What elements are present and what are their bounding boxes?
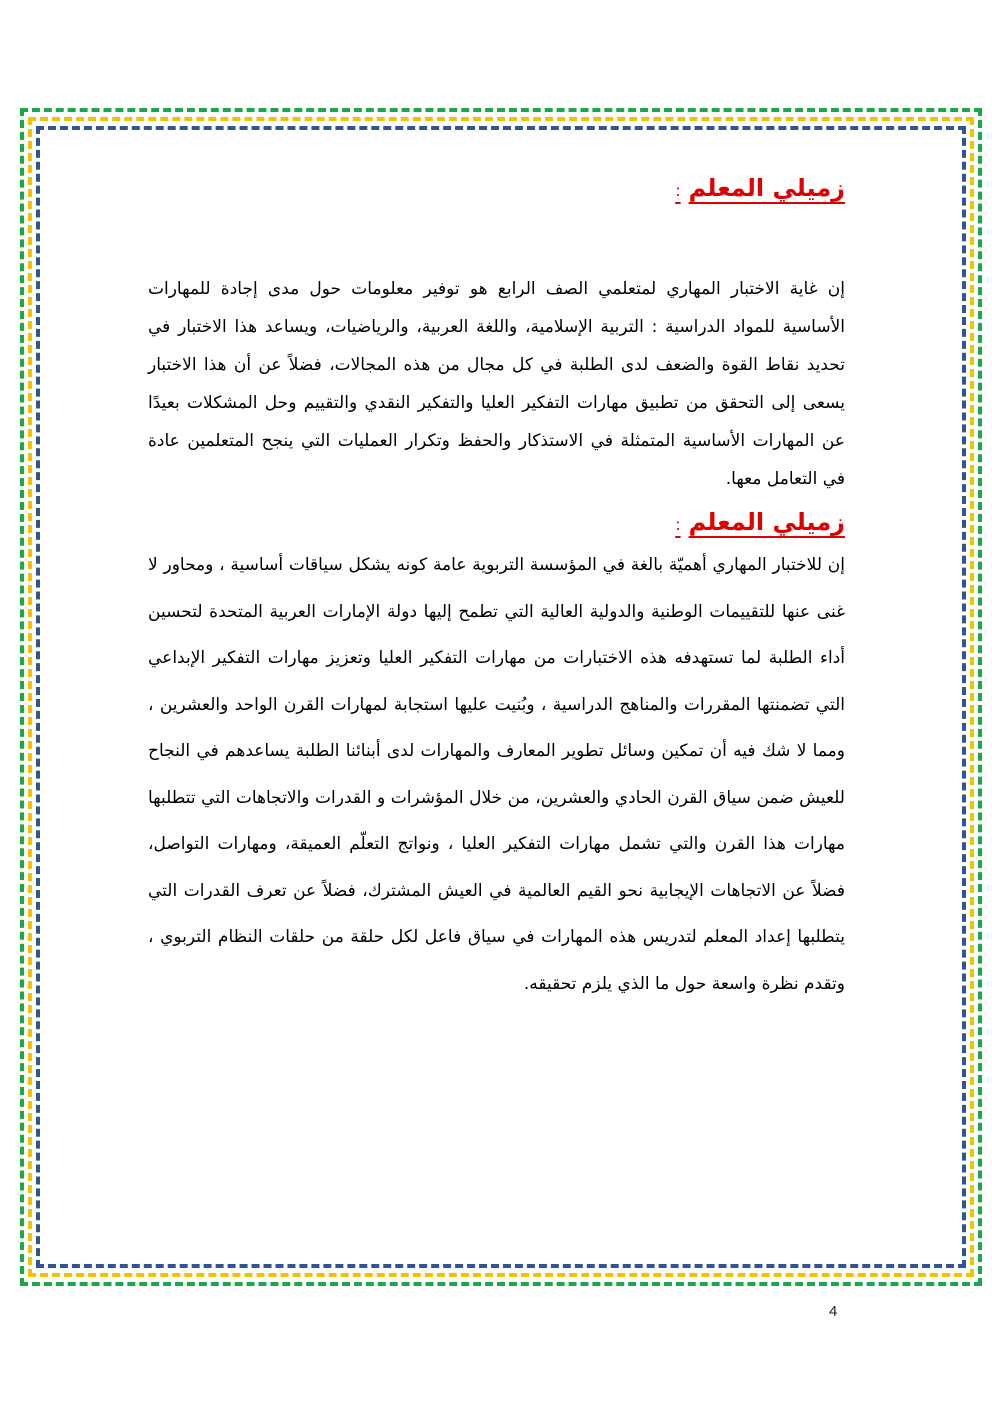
section1-heading-text: زميلي المعلم [688, 174, 845, 202]
page-number: 4 [829, 1303, 838, 1320]
document-body [148, 170, 845, 1007]
section2-heading-colon: : [675, 515, 681, 534]
section2-paragraph: إن للاختبار المهاري أهميّة بالغة في المؤسسة التربوية عامة كونه يشكل سياقات أساسية ، ومحاور لا غنى عنها للتقييمات الوطنية والدولية العالية التي تطمح إليها دولة الإمارات العربية المتحدة لتحسين أداء الطلبة لما تستهدفه هذه الاختبارات من مهارات التفكير العليا وتعزيز مهارات التفكير الإبداعي التي تضمنتها المقررات والمناهج الدراسية ، وبُنيت عليها استجابة لمهارات القرن الواحد والعشرين ، ومما لا شك فيه أن تمكين وسائل تطوير المعارف والمهارات لدى أبنائنا الطلبة يساعدهم في النجاح للعيش ضمن سياق القرن الحادي والعشرين، من خلال المؤشرات و القدرات والاتجاهات التي تتطلبها مهارات هذا القرن والتي تشمل مهارات التفكير العليا ، ونواتج التعلّم العميقة، ومهارات التواصل، فضلاً عن الاتجاهات الإيجابية نحو القيم العالمية في العيش المشترك، فضلاً عن تعرف القدرات التي يتطلبها إعداد المعلم لتدريس هذه المهارات في سياق فاعل لكل حلقة من حلقات النظام التربوي ، وتقدم نظرة واسعة حول ما الذي يلزم تحقيقه. [148, 555, 845, 994]
section1-heading-colon: : [675, 181, 681, 200]
section1-heading [148, 170, 845, 206]
section1-paragraph: إن غاية الاختبار المهاري لمتعلمي الصف الرابع هو توفير معلومات حول مدى إجادة للمهارات الأساسية للمواد الدراسية : التربية الإسلامية، واللغة العربية، والرياضيات، ويساعد هذا الاختبار في تحديد نقاط القوة والضعف لدى الطلبة في كل مجال من هذه المجالات، فضلاً عن أن هذا الاختبار يسعى إلى التحقق من تطبيق مهارات التفكير العليا والتفكير النقدي والتقييم وحل المشكلات بعيدًا عن المهارات الأساسية المتمثلة في الاستذكار والحفظ وتكرار العمليات التي ينجح المتعلمين عادة في التعامل معها. [148, 279, 845, 489]
section2-heading [148, 504, 845, 540]
section2-heading-text: زميلي المعلم [688, 508, 845, 536]
